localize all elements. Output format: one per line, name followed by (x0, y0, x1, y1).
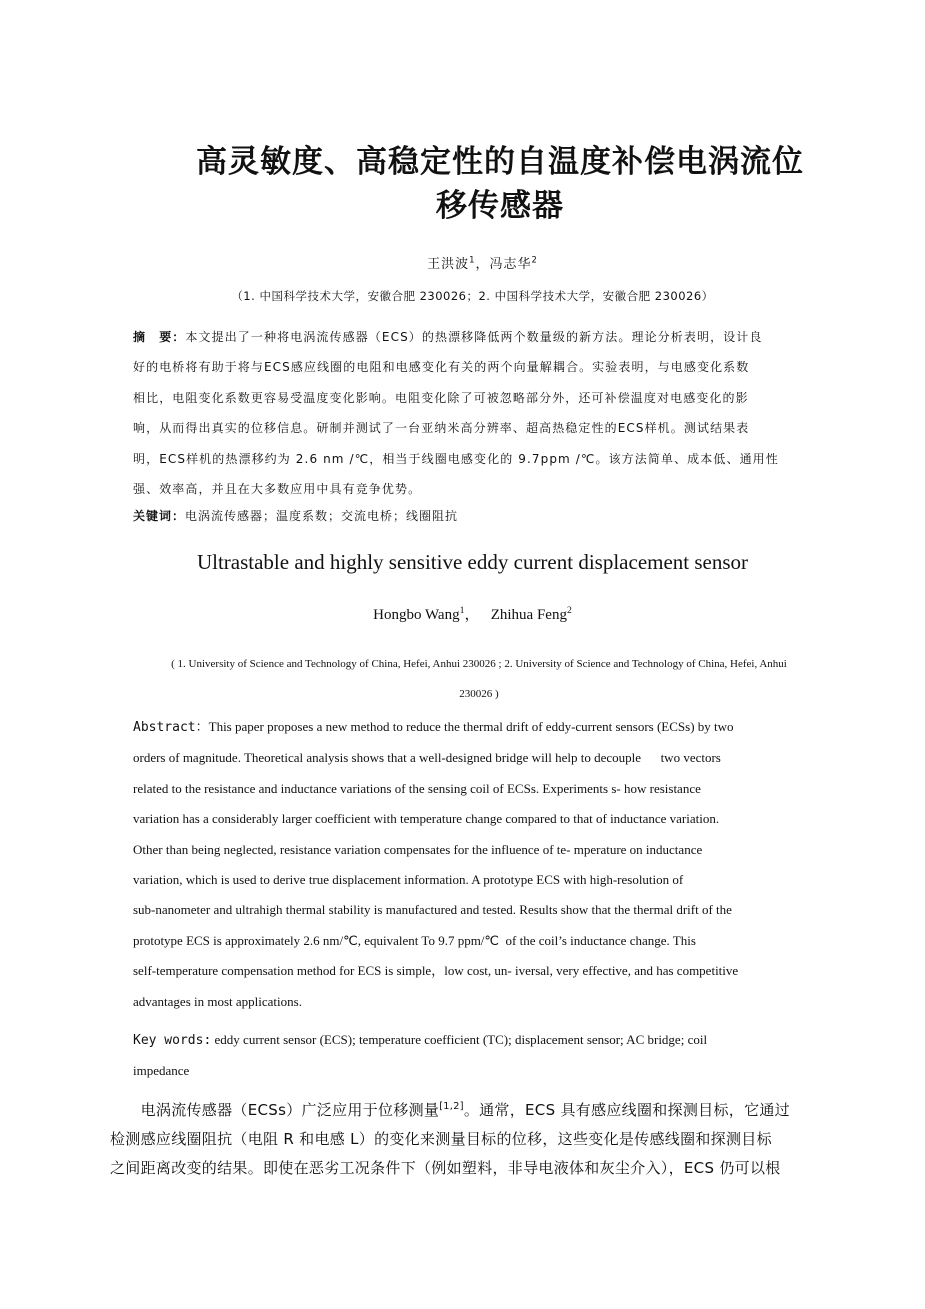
english-keywords (133, 1025, 813, 1086)
english-authors (0, 603, 925, 624)
chinese-keywords-label: 关键词： (133, 509, 186, 523)
english-author-1-affil-mark: 1 (459, 605, 465, 616)
chinese-abstract-line: 强、效率高，并且在大多数应用中具有竞争优势。 (133, 482, 422, 497)
chinese-abstract-text: 本文提出了一种将电涡流传感器（ECS）的热漂移降低两个数量级的新方法。理论分析表明，设计良 (185, 330, 763, 344)
chinese-author-2-affil-mark: 2 (531, 254, 538, 265)
english-abstract-line: Other than being neglected, resistance variation compensates for the influence of te- mperature on inductance (133, 841, 703, 857)
english-author-1: Hongbo Wang (373, 607, 460, 623)
chinese-abstract-line: 好的电桥将有助于将与ECS感应线圈的电阻和电感变化有关的两个向量解耦合。实验表明，与电感变化系数 (133, 360, 750, 375)
chinese-title-line-2: 移传感器 (436, 188, 564, 224)
body-line: 检测感应线圈阻抗（电阻 R 和电感 L）的变化来测量目标的位移，这些变化是传感线圈和探测目标 (110, 1130, 772, 1148)
chinese-abstract-line: 相比，电阻变化系数更容易受温度变化影响。电阻变化除了可被忽略部分外，还可补偿温度对电感变化的影 (133, 390, 749, 405)
english-affiliation (145, 649, 813, 709)
english-abstract-label: Abstract： (133, 720, 209, 735)
english-keywords-text: eddy current sensor (ECS); temperature coefficient (TC); displacement sensor; AC bridge; coil (214, 1032, 708, 1047)
english-author-separator: ， (464, 607, 480, 623)
english-abstract-line: related to the resistance and inductance variations of the sensing coil of ECSs. Experiments s- how resistance (133, 780, 701, 796)
body-line (110, 1096, 822, 1125)
chinese-title-line-1: 高灵敏度、高稳定性的自温度补偿电涡流位 (196, 144, 804, 180)
english-abstract-line: variation has a considerably larger coefficient with temperature change compared to that of inductance variation. (133, 811, 720, 827)
body-paragraph (110, 1096, 822, 1183)
english-abstract (133, 712, 813, 1017)
english-affiliation-line-2: 230026 ) (459, 688, 499, 700)
chinese-author-separator: ， (475, 257, 490, 272)
english-abstract-line (133, 712, 813, 743)
chinese-abstract (133, 322, 803, 504)
english-keywords-line: impedance (133, 1063, 190, 1078)
chinese-author-2: 冯志华 (489, 257, 532, 272)
english-abstract-line: advantages in most applications. (133, 993, 302, 1009)
body-line-1b: 。通常，ECS 具有感应线圈和探测目标，它通过 (463, 1101, 790, 1119)
chinese-author-1: 王洪波 (427, 257, 470, 272)
chinese-abstract-label: 摘 要： (133, 330, 186, 344)
english-author-2-affil-mark: 2 (566, 605, 572, 616)
english-title: Ultrastable and highly sensitive eddy current displacement sensor (196, 550, 749, 574)
english-abstract-line: self-temperature compensation method for ECS is simple，low cost, un- iversal, very effective, and has competitive (133, 963, 739, 979)
chinese-keywords (133, 507, 803, 524)
english-abstract-line: sub-nanometer and ultrahigh thermal stability is manufactured and tested. Results show that the thermal drift of the (133, 902, 732, 918)
english-affiliation-line-1: ( 1. University of Science and Technology of China, Hefei, Anhui 230026 ; 2. University of Science and Technology of China, Hefei, Anhui (171, 658, 787, 670)
citation[interactable]: [1,2] (439, 1101, 464, 1112)
english-abstract-line: variation, which is used to derive true displacement information. A prototype ECS with high-resolution of (133, 872, 684, 888)
chinese-abstract-line (133, 322, 803, 352)
chinese-title (150, 140, 850, 228)
chinese-keywords-text: 电涡流传感器；温度系数；交流电桥；线圈阻抗 (185, 509, 459, 523)
english-keywords-label: Key words: (133, 1033, 212, 1048)
chinese-abstract-line: 响，从而得出真实的位移信息。研制并测试了一台亚纳米高分辨率、超高热稳定性的ECS样机。测试结果表 (133, 421, 750, 436)
chinese-authors (0, 253, 925, 272)
chinese-abstract-line: 明，ECS样机的热漂移约为 2.6 nm /℃，相当于线圈电感变化的 9.7ppm /℃。该方法简单、成本低、通用性 (133, 451, 779, 466)
chinese-author-1-affil-mark: 1 (469, 254, 476, 265)
body-line: 之间距离改变的结果。即使在恶劣工况条件下（例如塑料，非导电液体和灰尘介入），ECS 仍可以根 (110, 1159, 781, 1177)
body-line-1a: 电涡流传感器（ECSs）广泛应用于位移测量 (110, 1101, 440, 1119)
chinese-affiliation: （1. 中国科学技术大学，安徽合肥 230026；2. 中国科学技术大学，安徽合肥 230026） (231, 289, 714, 303)
english-abstract-text: This paper proposes a new method to reduce the thermal drift of eddy-current sensors (ECSs) by two (208, 719, 734, 734)
english-abstract-line: prototype ECS is approximately 2.6 nm/℃, equivalent To 9.7 ppm/℃ of the coil’s inductance change. This (133, 932, 696, 948)
english-author-2: Zhihua Feng (490, 607, 567, 623)
english-abstract-line: orders of magnitude. Theoretical analysis shows that a well-designed bridge will help to decouple two vectors (133, 750, 721, 766)
english-keywords-line (133, 1025, 813, 1056)
